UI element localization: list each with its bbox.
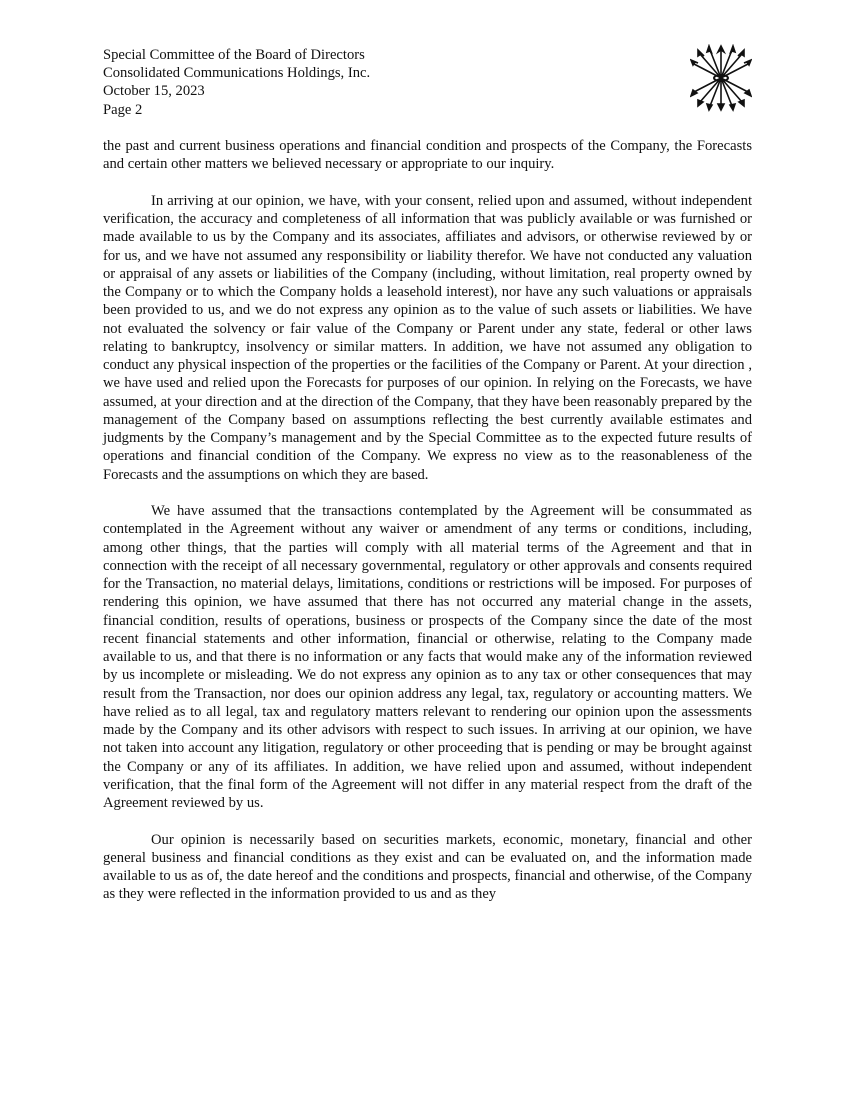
date-line: October 15, 2023	[103, 83, 205, 100]
recipient-line: Special Committee of the Board of Directors	[103, 47, 365, 63]
arrows-bundle-icon	[690, 44, 752, 112]
paragraph-reliance: In arriving at our opinion, we have, with your consent, relied upon and assumed, without independent verification, the accuracy and completeness of all information that was publicly available or was furnished or made available to us by the Company and its associates, affiliates and advisors, or otherwise reviewed by or for us, and we have not assumed any responsibility or liability therefor. We have not conducted any valuation or appraisal of any assets or liabilities of the Company (including, without limitation, real property owned by the Company or to which the Company holds a leasehold interest), nor have any such valuations or appraisals been provided to us, and we do not express any opinion as to the value of such assets or liabilities. We have not evaluated the solvency or fair value of the Company or Parent under any state, federal or other laws relating to bankruptcy, insolvency or similar matters. In addition, we have not assumed any obligation to conduct any physical inspection of the properties or the facilities of the Company or Parent. At your direction , we have used and relied upon the Forecasts for purposes of our opinion. In relying on the Forecasts, we have assumed, at your direction and at the direction of the Company, that they have been reasonably prepared by the management of the Company based on assumptions reflecting the best currently available estimates and judgments by the Company’s management and by the Special Committee as to the expected future results of operations and financial condition of the Company. We express no view as to the reasonableness of the Forecasts and the assumptions on which they are based.	[103, 192, 752, 483]
letter-header	[103, 46, 370, 119]
paragraph-continuation: the past and current business operations and financial condition and prospects of the Company, the Forecasts and certain other matters we believed necessary or appropriate to our inquiry.	[103, 138, 752, 173]
paragraph-basis: Our opinion is necessarily based on securities markets, economic, monetary, financial and other general business and financial conditions as they exist and can be evaluated on, and the information made available to us as of, the date hereof and the conditions and prospects, financial and otherwise, of the Company as they were reflected in the information provided to us and as they	[103, 831, 752, 903]
page-number: Page 2	[103, 101, 143, 118]
paragraph-assumptions: We have assumed that the transactions contemplated by the Agreement will be consummated as contemplated in the Agreement without any waiver or amendment of any terms or conditions, including, among other things, that the parties will comply with all material terms of the Agreement and that in connection with the receipt of all necessary governmental, regulatory or other approvals and consents required for the Transaction, no material delays, limitations, conditions or restrictions will be imposed. For purposes of rendering this opinion, we have assumed that there has not occurred any material change in the assets, financial condition, results of operations, business or prospects of the Company since the date of the most recent financial statements and other information, financial or otherwise, relating to the Company made available to us, and that there is no information or any facts that would make any of the information reviewed by us incomplete or misleading. We do not express any opinion as to any tax or other consequences that may result from the Transaction, nor does our opinion address any legal, tax, regulatory or accounting matters. We have relied as to all legal, tax and regulatory matters relevant to rendering our opinion upon the assessments made by the Company and its other advisors with respect to such issues. In arriving at our opinion, we have not taken into account any litigation, regulatory or other proceeding that is pending or may be brought against the Company or any of its affiliates. In addition, we have relied upon and assumed, without independent verification, that the final form of the Agreement will not differ in any material respect from the draft of the Agreement reviewed by us.	[103, 503, 752, 811]
company-line: Consolidated Communications Holdings, Inc.	[103, 65, 371, 82]
letter-body	[103, 137, 752, 922]
